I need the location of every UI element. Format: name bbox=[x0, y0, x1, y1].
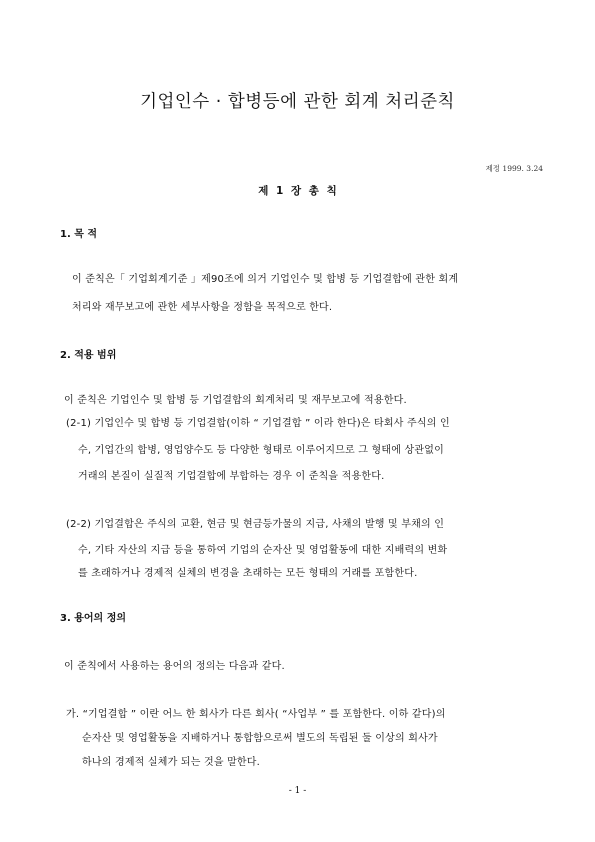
scope-intro: 이 준칙은 기업인수 및 합병 등 기업결합의 회계처리 및 재무보고에 적용한다. bbox=[64, 395, 407, 406]
definition-item-line: 하나의 경제적 실체가 되는 것을 말한다. bbox=[82, 757, 261, 768]
scope-item-line: 수, 기타 자산의 지급 등을 통하여 기업의 순자산 및 영업활동에 대한 지배력의 변화 bbox=[78, 545, 448, 556]
scope-item-line: (2-2) 기업결합은 주식의 교환, 현금 및 현금등가물의 지급, 사채의 발행 및 부채의 인 bbox=[66, 519, 445, 530]
enactment-date: 제정 1999. 3.24 bbox=[485, 164, 543, 173]
definition-item-line: 가. “기업결합 ” 이란 어느 한 회사가 다른 회사( “사업부 ” 를 포함한다. 이하 같다)의 bbox=[66, 709, 446, 720]
definition-item-line: 순자산 및 영업활동을 지배하거나 통합함으로써 별도의 독립된 둘 이상의 회사가 bbox=[82, 733, 438, 744]
section-heading-scope: 2. 적용 범위 bbox=[60, 350, 117, 361]
chapter-heading: 제 1 장 총 칙 bbox=[258, 185, 337, 197]
document-title: 기업인수 · 합병등에 관한 회계 처리준칙 bbox=[140, 92, 455, 112]
definitions-intro: 이 준칙에서 사용하는 용어의 정의는 다음과 같다. bbox=[64, 661, 285, 672]
scope-item-line: 를 초래하거나 경제적 실체의 변경을 초래하는 모든 형태의 거래를 포함한다. bbox=[78, 568, 418, 579]
scope-item-line: 수, 기업간의 합병, 영업양수도 등 다양한 형태로 이루어지므로 그 형태에 상관없이 bbox=[78, 445, 444, 456]
scope-item-line: 거래의 본질이 실질적 기업결합에 부합하는 경우 이 준칙을 적용한다. bbox=[78, 471, 385, 482]
section-heading-definitions: 3. 용어의 정의 bbox=[60, 613, 127, 624]
purpose-text-line: 처리와 재무보고에 관한 세부사항을 정함을 목적으로 한다. bbox=[72, 302, 333, 313]
section-heading-purpose: 1. 목 적 bbox=[60, 229, 98, 240]
scope-item-line: (2-1) 기업인수 및 합병 등 기업결합(이하 “ 기업결합 ” 이라 한다)은 타회사 주식의 인 bbox=[66, 418, 450, 429]
purpose-text-line: 이 준칙은「 기업회계기준 」제90조에 의거 기업인수 및 합병 등 기업결합에 관한 회계 bbox=[72, 274, 459, 285]
page-number: - 1 - bbox=[288, 786, 307, 796]
